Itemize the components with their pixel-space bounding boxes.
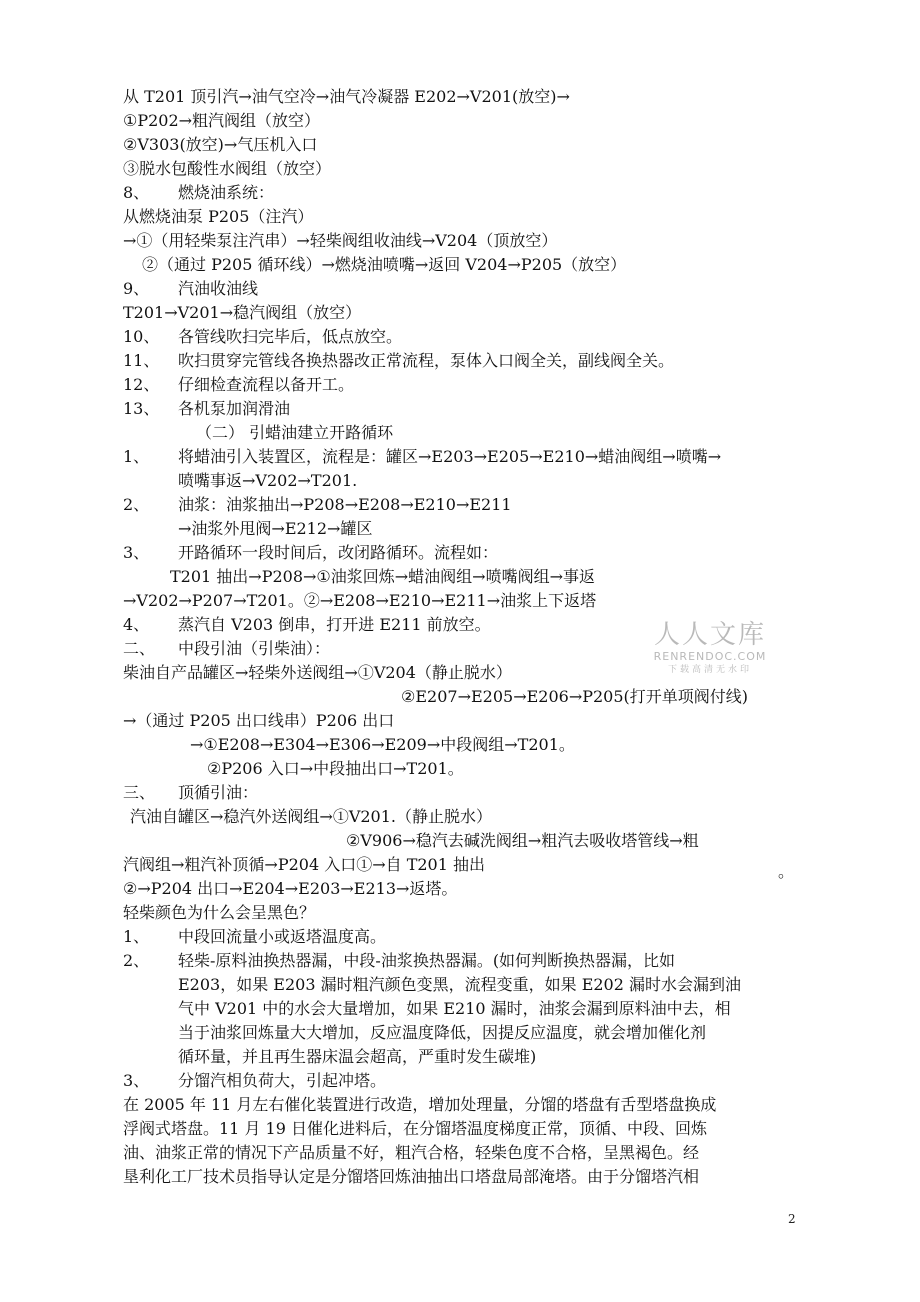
stray-period: 。 bbox=[778, 862, 795, 881]
text-line: 当于油浆回炼量大大增加，反应温度降低，因提反应温度，就会增加催化剂 bbox=[178, 1023, 707, 1042]
text-line: ②（通过 P205 循环线）→燃烧油喷嘴→返回 V204→P205（放空） bbox=[142, 255, 627, 274]
text-line: ③脱水包酸性水阀组（放空） bbox=[123, 159, 332, 178]
text-line: 气中 V201 中的水会大量增加，如果 E210 漏时，油浆会漏到原料油中去，相 bbox=[178, 999, 731, 1018]
line-number: 12、 bbox=[123, 375, 160, 394]
line-number: 1、 bbox=[123, 447, 150, 466]
text-line: 中段引油（引柴油）： bbox=[178, 639, 331, 658]
line-number: 10、 bbox=[123, 327, 160, 346]
text-line: 开路循环一段时间后，改闭路循环。流程如： bbox=[178, 543, 499, 562]
text-line: 从 T201 顶引汽→油气空冷→油气冷凝器 E202→V201(放空)→ bbox=[123, 87, 570, 106]
text-line: 油浆：油浆抽出→P208→E208→E210→E211 bbox=[178, 495, 512, 514]
watermark-title: 人人文库 bbox=[653, 620, 766, 650]
watermark-domain: RENRENDOC.COM bbox=[653, 650, 767, 663]
text-line: 汽油收油线 bbox=[178, 279, 259, 298]
line-number: 1、 bbox=[123, 927, 150, 946]
text-line: 汽阀组→粗汽补顶循→P204 入口①→自 T201 抽出 bbox=[123, 855, 485, 874]
text-line: 浮阀式塔盘。11 月 19 日催化进料后，在分馏塔温度梯度正常，顶循、中段、回炼 bbox=[123, 1119, 707, 1138]
text-line: 轻柴颜色为什么会呈黑色？ bbox=[123, 903, 316, 922]
text-line: 油、油浆正常的情况下产品质量不好，粗汽合格，轻柴色度不合格，呈黑褐色。经 bbox=[123, 1143, 700, 1162]
text-line: 将蜡油引入装置区，流程是：罐区→E203→E205→E210→蜡油阀组→喷嘴→ bbox=[178, 447, 722, 466]
text-line: 轻柴-原料油换热器漏，中段-油浆换热器漏。(如何判断换热器漏，比如 bbox=[178, 951, 676, 970]
text-line: →V202→P207→T201。②→E208→E210→E211→油浆上下返塔 bbox=[123, 591, 597, 610]
text-line: →①E208→E304→E306→E209→中段阀组→T201。 bbox=[190, 735, 575, 754]
line-number: 8、 bbox=[123, 183, 150, 202]
text-line: ②→P204 出口→E204→E203→E213→返塔。 bbox=[123, 879, 458, 898]
text-line: 顶循引油： bbox=[178, 783, 259, 802]
line-number: 3、 bbox=[123, 543, 150, 562]
line-number: 13、 bbox=[123, 399, 160, 418]
text-line: 仔细检查流程以备开工。 bbox=[178, 375, 355, 394]
line-number: 3、 bbox=[123, 1071, 150, 1090]
text-line: ②V906→稳汽去碱洗阀组→粗汽去吸收塔管线→粗 bbox=[346, 831, 699, 850]
text-line: →（通过 P205 出口线串）P206 出口 bbox=[123, 711, 395, 730]
text-line: 在 2005 年 11 月左右催化装置进行改造，增加处理量，分馏的塔盘有舌型塔盘换成 bbox=[123, 1095, 717, 1114]
line-number: 2、 bbox=[123, 495, 150, 514]
line-number: 2、 bbox=[123, 951, 150, 970]
text-line: 从燃烧油泵 P205（注汽） bbox=[123, 207, 314, 226]
text-line: 喷嘴事返→V202→T201. bbox=[178, 471, 358, 490]
text-line: 汽油自罐区→稳汽外送阀组→①V201.（静止脱水） bbox=[130, 807, 492, 826]
text-line: 中段回流量小或返塔温度高。 bbox=[178, 927, 387, 946]
text-line: 吹扫贯穿完管线各换热器改正常流程，泵体入口阀全关，副线阀全关。 bbox=[178, 351, 675, 370]
line-number: 4、 bbox=[123, 615, 150, 634]
text-line: 各机泵加润滑油 bbox=[178, 399, 291, 418]
text-line: 分馏汽相负荷大，引起冲塔。 bbox=[178, 1071, 387, 1090]
text-line: ②V303(放空)→气压机入口 bbox=[123, 135, 318, 154]
text-line: T201→V201→稳汽阀组（放空） bbox=[123, 303, 362, 322]
text-line: 柴油自产品罐区→轻柴外送阀组→①V204（静止脱水） bbox=[123, 663, 512, 682]
line-number: 9、 bbox=[123, 279, 150, 298]
page-number: 2 bbox=[788, 1212, 796, 1226]
watermark-slogan: 下载高清无水印 bbox=[667, 665, 752, 675]
line-number: 11、 bbox=[123, 351, 160, 370]
text-line: 蒸汽自 V203 倒串，打开进 E211 前放空。 bbox=[178, 615, 491, 634]
text-line: E203，如果 E203 漏时粗汽颜色变黑，流程变重，如果 E202 漏时水会漏到油 bbox=[178, 975, 742, 994]
line-number: 二、 bbox=[123, 639, 156, 658]
text-line: ①P202→粗汽阀组（放空） bbox=[123, 111, 321, 130]
text-line: （二） 引蜡油建立开路循环 bbox=[196, 423, 394, 442]
text-line: →①（用轻柴泵注汽串）→轻柴阀组收油线→V204（顶放空） bbox=[123, 231, 558, 250]
text-line: 循环量，并且再生器床温会超高，严重时发生碳堆) bbox=[178, 1047, 537, 1066]
text-line: →油浆外甩阀→E212→罐区 bbox=[178, 519, 373, 538]
text-line: 燃烧油系统： bbox=[178, 183, 275, 202]
text-line: 垦利化工厂技术员指导认定是分馏塔回炼油抽出口塔盘局部淹塔。由于分馏塔汽相 bbox=[123, 1167, 700, 1186]
watermark-logo bbox=[640, 620, 780, 676]
text-line: 各管线吹扫完毕后，低点放空。 bbox=[178, 327, 403, 346]
text-line: ②P206 入口→中段抽出口→T201。 bbox=[207, 759, 464, 778]
text-line: ②E207→E205→E206→P205(打开单项阀付线) bbox=[401, 687, 749, 706]
line-number: 三、 bbox=[123, 783, 156, 802]
text-line: T201 抽出→P208→①油浆回炼→蜡油阀组→喷嘴阀组→事返 bbox=[170, 567, 595, 586]
